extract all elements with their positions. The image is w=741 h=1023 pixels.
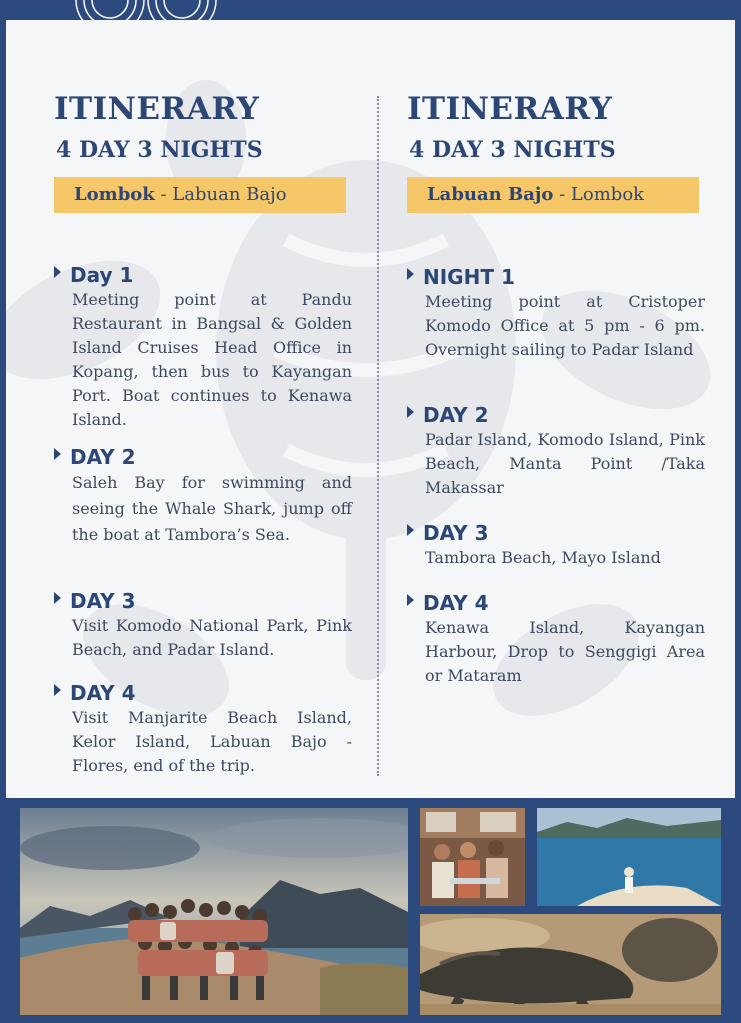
right-route-destination: - Lombok <box>553 184 645 205</box>
concentric-arcs-logo <box>70 0 220 20</box>
left-subtitle: 4 DAY 3 NIGHTS <box>56 137 263 163</box>
triangle-right-icon <box>407 594 414 606</box>
left-route-banner <box>54 177 346 213</box>
people-on-boat-photo <box>420 808 525 906</box>
right-day-3 <box>407 520 705 570</box>
top-band <box>0 0 741 20</box>
left-day-1 <box>54 262 352 432</box>
triangle-right-icon <box>407 268 414 280</box>
right-title: ITINERARY <box>407 91 613 127</box>
left-day-1-label: Day 1 <box>70 263 134 287</box>
right-night-1-text: Meeting point at Cristoper Komodo Office at 5 pm - 6 pm. Overnight sailing to Padar Island <box>425 292 705 359</box>
komodo-dragon-photo <box>420 914 721 1015</box>
left-route-destination: - Labuan Bajo <box>154 184 287 205</box>
triangle-right-icon <box>54 266 61 278</box>
triangle-right-icon <box>407 406 414 418</box>
left-day-4-label: DAY 4 <box>70 681 136 705</box>
left-day-2-label: DAY 2 <box>70 445 136 469</box>
left-day-4-text: Visit Manjarite Beach Island, Kelor Island, Labuan Bajo - Flores, end of the trip. <box>72 708 352 775</box>
right-day-4-text: Kenawa Island, Kayangan Harbour, Drop to Senggigi Area or Mataram <box>425 618 705 685</box>
left-day-3-text: Visit Komodo National Park, Pink Beach, and Padar Island. <box>72 616 352 659</box>
left-route-origin: Lombok <box>74 184 155 205</box>
column-divider <box>377 96 379 776</box>
itinerary-sheet <box>6 20 735 798</box>
left-title: ITINERARY <box>54 91 260 127</box>
right-route-banner <box>407 177 699 213</box>
group-on-hilltop-photo <box>20 808 408 1015</box>
left-day-3-label: DAY 3 <box>70 589 136 613</box>
triangle-right-icon <box>54 592 61 604</box>
triangle-right-icon <box>407 524 414 536</box>
right-day-3-label: DAY 3 <box>423 521 489 545</box>
beach-aerial-photo <box>537 808 721 906</box>
right-day-2-label: DAY 2 <box>423 403 489 427</box>
triangle-right-icon <box>54 448 61 460</box>
left-day-1-text: Meeting point at Pandu Restaurant in Bangsal & Golden Island Cruises Head Office in Kopang, then bus to Kayangan Port. Boat continues to Kenawa Island. <box>72 290 352 429</box>
right-day-2 <box>407 402 705 500</box>
left-itinerary <box>54 92 352 213</box>
right-subtitle: 4 DAY 3 NIGHTS <box>409 137 616 163</box>
triangle-right-icon <box>54 684 61 696</box>
right-day-2-text: Padar Island, Komodo Island, Pink Beach, Manta Point /Taka Makassar <box>425 430 705 497</box>
left-day-2 <box>54 444 352 548</box>
left-day-4 <box>54 680 352 778</box>
right-day-4 <box>407 590 705 688</box>
right-day-4-label: DAY 4 <box>423 591 489 615</box>
right-route-origin: Labuan Bajo <box>427 184 554 205</box>
right-night-1 <box>407 264 705 362</box>
right-night-1-label: NIGHT 1 <box>423 265 515 289</box>
left-day-3 <box>54 588 352 662</box>
left-day-2-text: Saleh Bay for swimming and seeing the Whale Shark, jump off the boat at Tambora’s Sea. <box>72 473 352 544</box>
right-itinerary <box>407 92 705 213</box>
right-day-3-text: Tambora Beach, Mayo Island <box>425 548 661 567</box>
photo-collage <box>20 808 721 1015</box>
